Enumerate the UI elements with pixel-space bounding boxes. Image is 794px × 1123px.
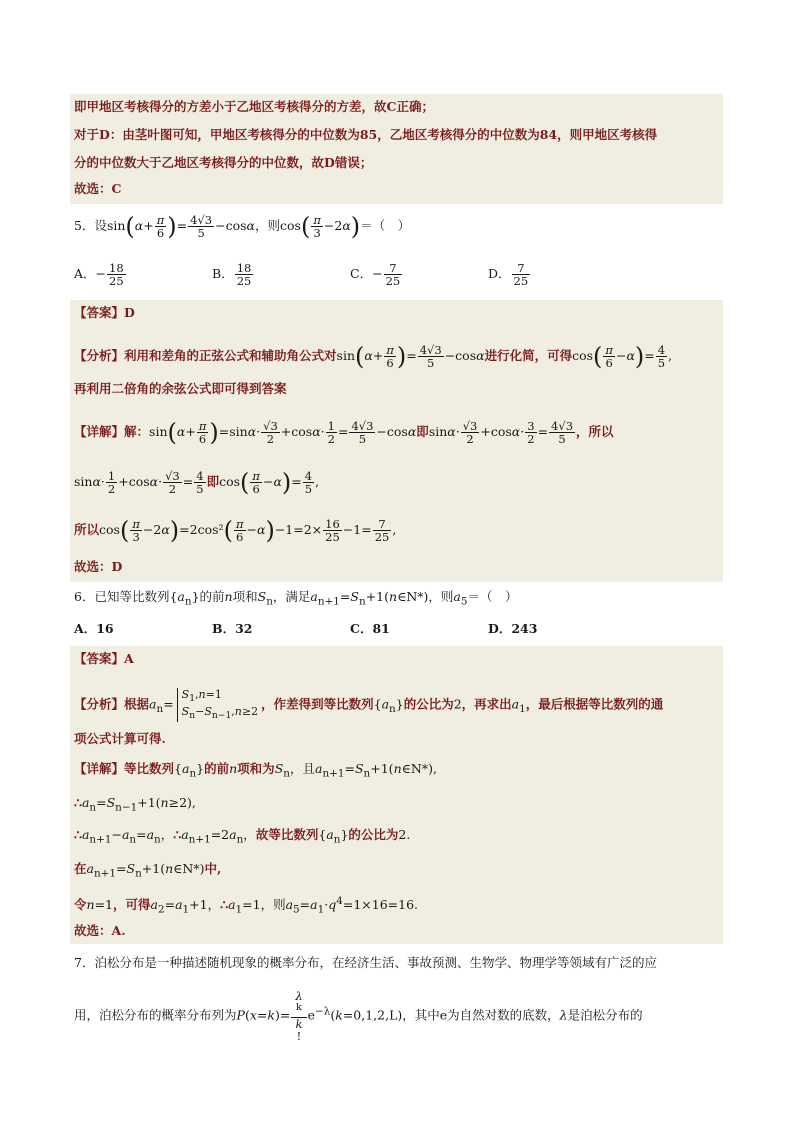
q6-option-b[interactable]: B．32: [212, 621, 253, 636]
q6-analysis-2: 项公式计算可得.: [74, 731, 166, 746]
q7-line-2: 用，泊松分布的概率分布列为P(x=k)= λ $^k$ k ! $e^{-\lambda}(k=0,1,2,L)$，其中e为自然对数的底数，λ是泊松分布的: [74, 989, 643, 1043]
q5-analysis: 【分析】利用和差角的正弦公式和辅助角公式对sin(α+ $\frac{\pi}{6}$ )= $\frac{4√3}{5}$ −cosα进行化简，可得cos( $\frac{\pi}{6}$ −α)= $\frac{4}{5}$ ,: [74, 342, 673, 371]
q4-line-3: 分的中位数大于乙地区考核得分的中位数，故D错误；: [74, 155, 373, 170]
q6-option-d[interactable]: D．243: [488, 621, 538, 636]
q6-analysis: 【分析】根据$a_n=$ $S_1,n=1$ $S_n-S_{n-1},n\ge 2$ ，作差得到等比数列$\{a_n\}$的公比为2，再求出$a_1$，最后根据等比数列的通: [74, 688, 664, 722]
q6-final: 故选：A.: [74, 923, 126, 938]
q6-detail-5: 令n=1，可得$a_2=a_1+1$，$\therefore a_1=1$，则$a_5=a_1\cdot q^4=1\times 16=16$.: [74, 895, 419, 916]
q5-analysis-2: 再利用二倍角的余弦公式即可得到答案: [74, 381, 287, 396]
q5-option-d[interactable]: D． $\frac{7}{25}$: [488, 261, 529, 288]
q5-answer: 【答案】D: [74, 305, 135, 320]
q4-line-2: 对于D：由茎叶图可知，甲地区考核得分的中位数为85，乙地区考核得分的中位数为84，则甲地区考核得: [74, 127, 658, 142]
q6-answer: 【答案】A: [74, 651, 134, 666]
q5-option-a[interactable]: A．− $\frac{18}{25}$: [74, 261, 124, 288]
q5-detail-1: 【详解】解：sin(α+ $\frac{\pi}{6}$ )=sinα· $\frac{√3}{2}$ +cosα· $\frac{1}{2}$ = $\frac{4√3}{5}$ −cosα即sinα· $\frac{√3}{2}$ +cosα· $\frac{3}{2}$ = $\frac{4√3}{5}$ ，所以: [74, 418, 614, 447]
q5-detail-2: sinα· $\frac{1}{2}$ +cosα· $\frac{√3}{2}$ = $\frac{4}{5}$ 即cos( $\frac{\pi}{6}$ −α)= $\frac{4}{5}$ ,: [74, 468, 320, 497]
q6-stem: 6．已知等比数列$\{a_n\}$的前n项和$S_n$，满足$a_{n+1}=S_n+1(n\in N*)$，则$a_5=$（ ）: [74, 589, 518, 608]
q4-line-4: 故选：C: [74, 181, 122, 196]
q6-option-a[interactable]: A．16: [74, 621, 114, 636]
q6-detail-4: 在$a_{n+1}=S_n+1(n\in N*)$中,: [74, 861, 222, 880]
q6-detail-1: 【详解】等比数列$\{a_n\}$的前n项和为$S_n$，且$a_{n+1}=S_n+1(n\in N*)$,: [74, 761, 437, 780]
q5-stem: 5．设sin(α+ $\frac{\pi}{6}$ )= $\frac{4√3}{5}$ −cosα，则cos( $\frac{\pi}{3}$ −2α)＝（ ）: [74, 212, 411, 241]
q5-detail-3: 所以cos( $\frac{\pi}{3}$ −2α)=2cos²( $\frac{\pi}{6}$ −α)−1=2× $\frac{16}{25}$ −1= $\frac{7}{25}$ ,: [74, 516, 397, 545]
q6-detail-2: $\therefore a_n=S_{n-1}+1(n\ge 2)$,: [74, 795, 196, 814]
q7-line-1: 7．泊松分布是一种描述随机现象的概率分布，在经济生活、事故预测、生物学、物理学等领域有广泛的应: [74, 955, 657, 970]
q5-option-b[interactable]: B． $\frac{18}{25}$: [212, 261, 252, 288]
q6-option-c[interactable]: C．81: [350, 621, 390, 636]
q6-detail-3: $\therefore a_{n+1}-a_n=a_n$，$\therefore a_{n+1}=2a_n$，故等比数列$\{a_n\}$的公比为2.: [74, 827, 411, 846]
q4-line-1: 即甲地区考核得分的方差小于乙地区考核得分的方差，故C正确；: [74, 99, 434, 114]
q5-final: 故选：D: [74, 559, 123, 574]
q5-option-c[interactable]: C．− $\frac{7}{25}$: [350, 261, 401, 288]
